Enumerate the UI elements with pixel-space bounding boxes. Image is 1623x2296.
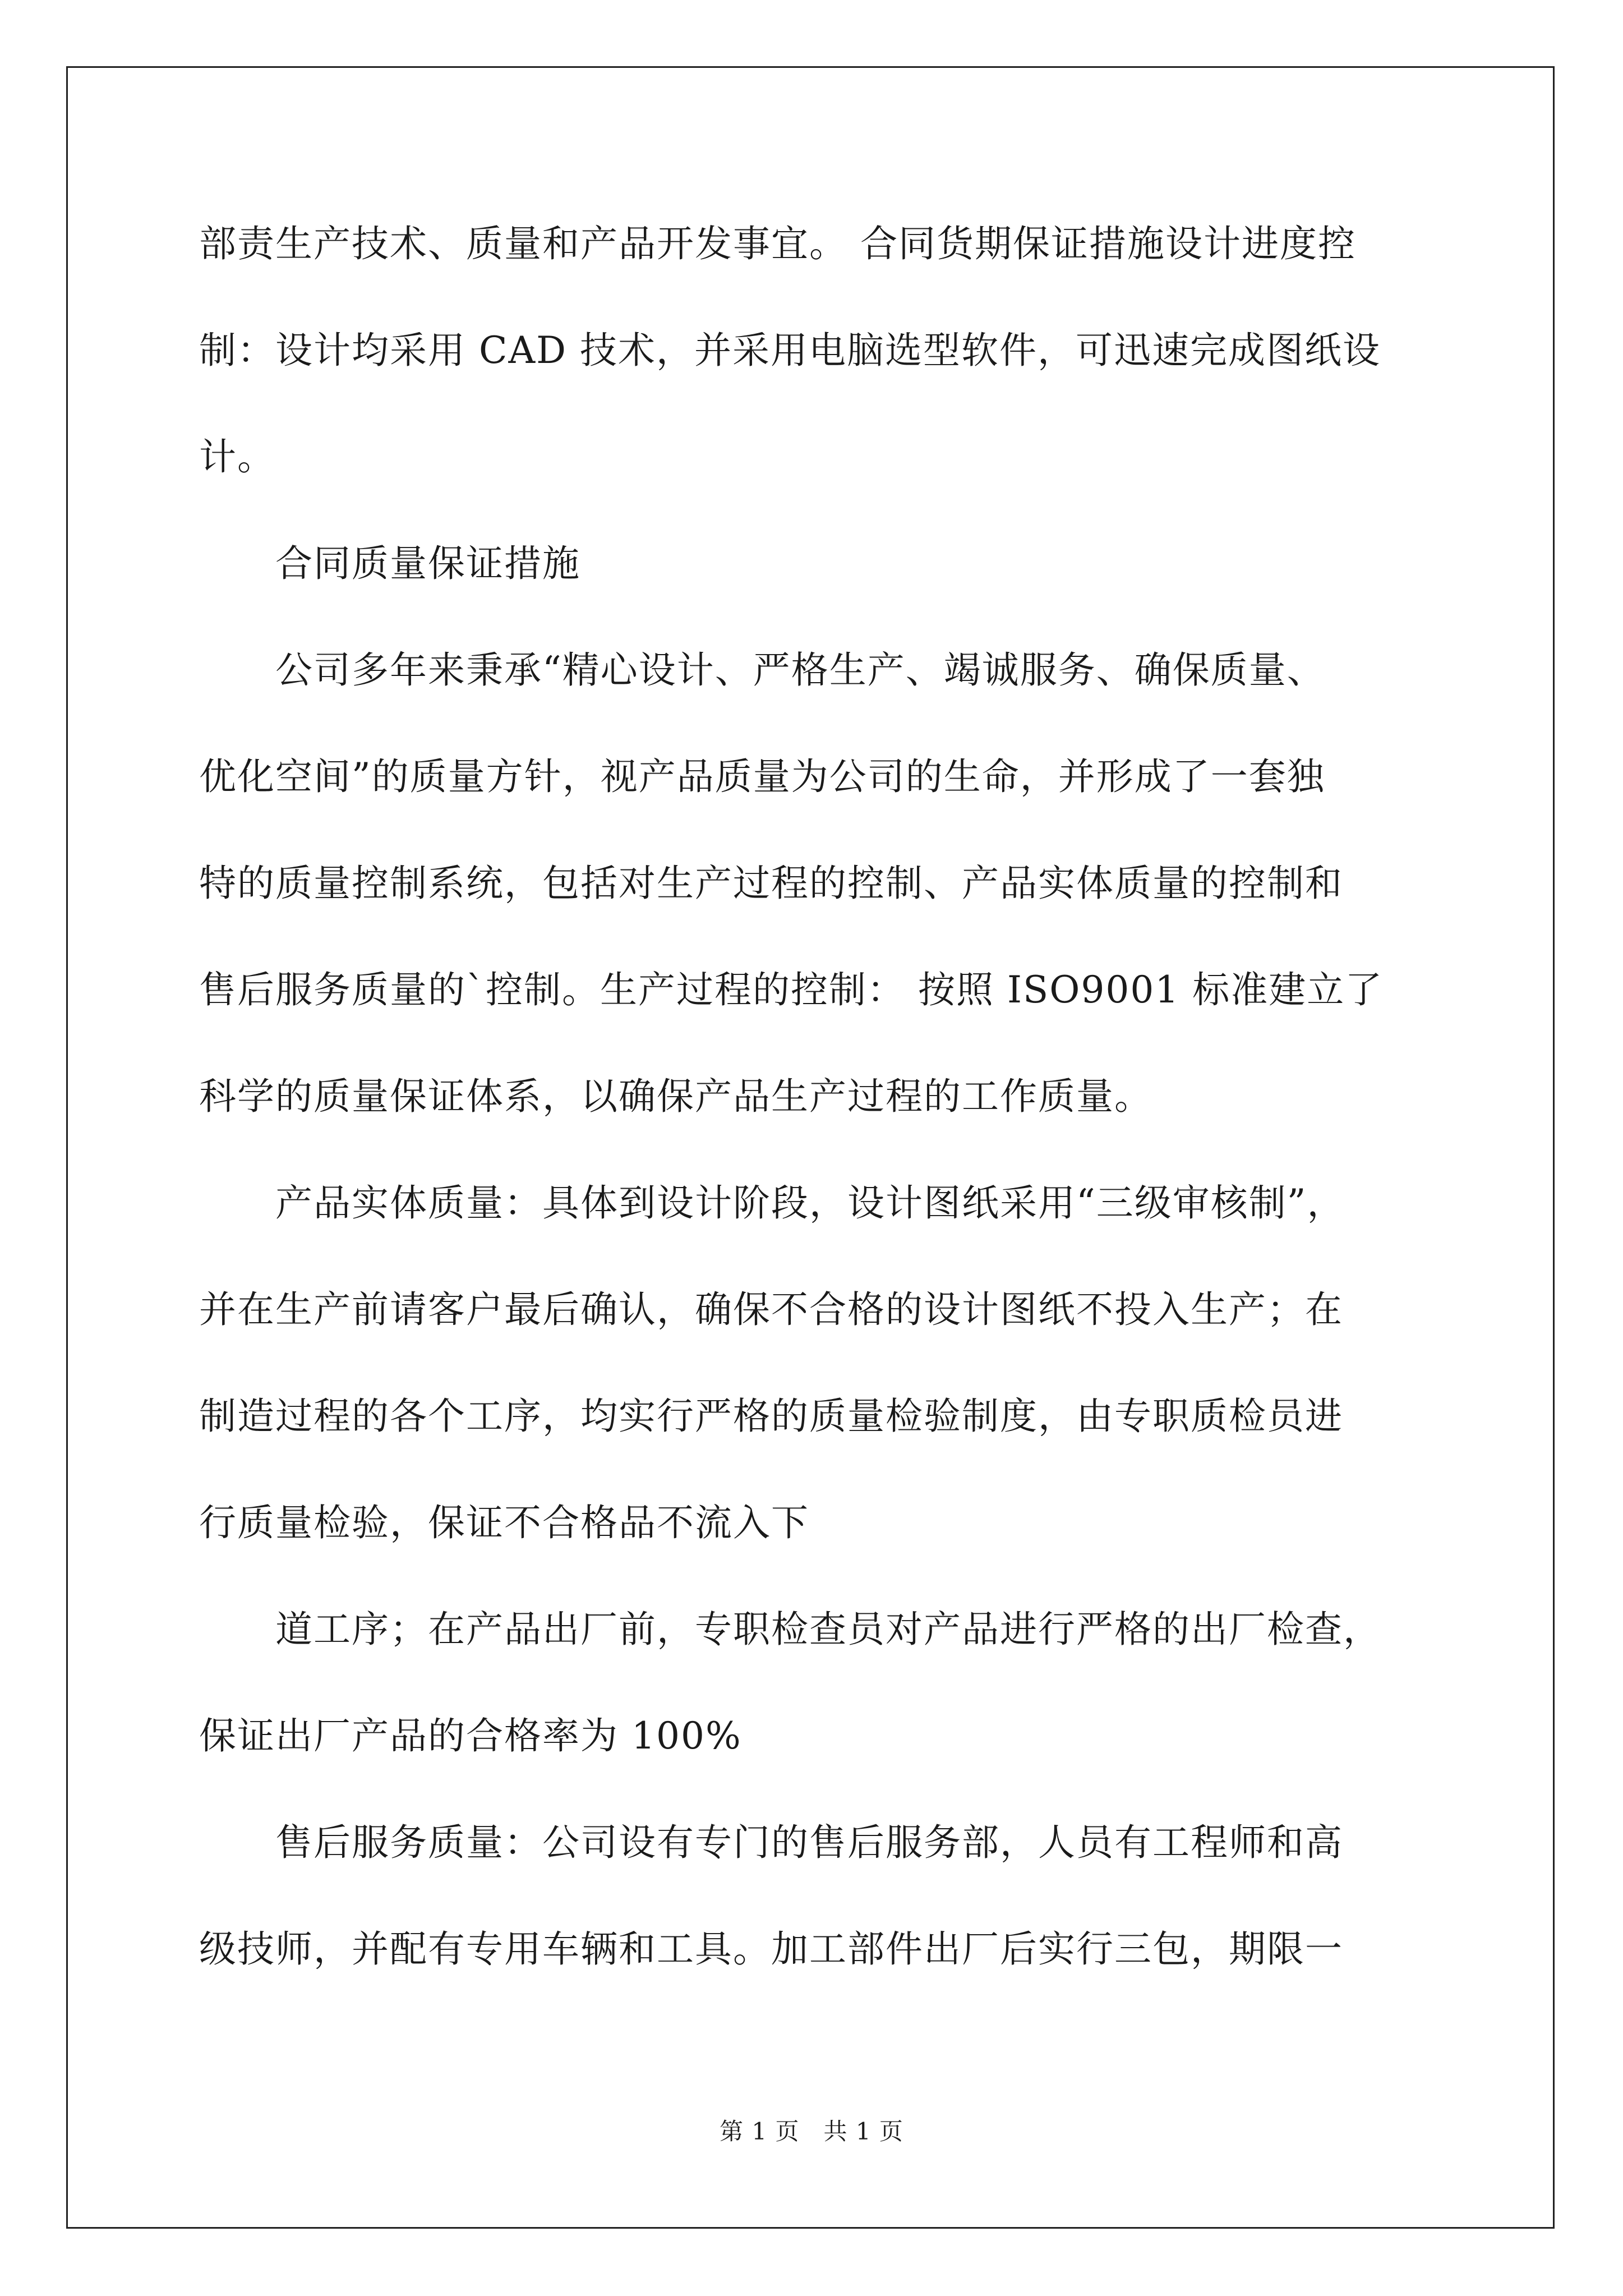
text-line: 特的质量控制系统，包括对生产过程的控制、产品实体质量的控制和 [199,862,1343,905]
text-line: 制：设计均采用 CAD 技术，并采用电脑选型软件，可迅速完成图纸设 [199,329,1381,372]
text-line: 售后服务质量的`控制。生产过程的控制： 按照 ISO9001 标准建立了 [199,968,1384,1011]
text-line: 并在生产前请客户最后确认，确保不合格的设计图纸不投入生产；在 [199,1288,1343,1331]
section-heading: 合同质量保证措施 [199,542,580,585]
text-line: 售后服务质量：公司设有专门的售后服务部，人员有工程师和高 [199,1821,1343,1864]
text-line: 优化空间”的质量方针，视产品质量为公司的生命，并形成了一套独 [199,755,1325,798]
page-number-footer: 第 1 页 共 1 页 [720,2118,903,2145]
text-line: 行质量检验，保证不合格品不流入下 [199,1501,809,1544]
text-line: 级技师，并配有专用车辆和工具。加工部件出厂后实行三包，期限一 [199,1927,1343,1971]
text-line: 保证出厂产品的合格率为 100% [199,1714,742,1757]
text-line: 公司多年来秉承“精心设计、严格生产、竭诚服务、确保质量、 [199,648,1325,692]
text-line: 科学的质量保证体系，以确保产品生产过程的工作质量。 [199,1075,1152,1118]
document-body [199,213,1433,2025]
text-line: 计。 [199,435,275,478]
text-line: 道工序；在产品出厂前，专职检查员对产品进行严格的出厂检查， [199,1608,1381,1651]
text-line: 部责生产技术、质量和产品开发事宜。 合同货期保证措施设计进度控 [199,222,1356,265]
text-line: 制造过程的各个工序，均实行严格的质量检验制度，由专职质检员进 [199,1395,1343,1438]
text-line: 产品实体质量：具体到设计阶段，设计图纸采用“三级审核制”， [199,1181,1345,1225]
